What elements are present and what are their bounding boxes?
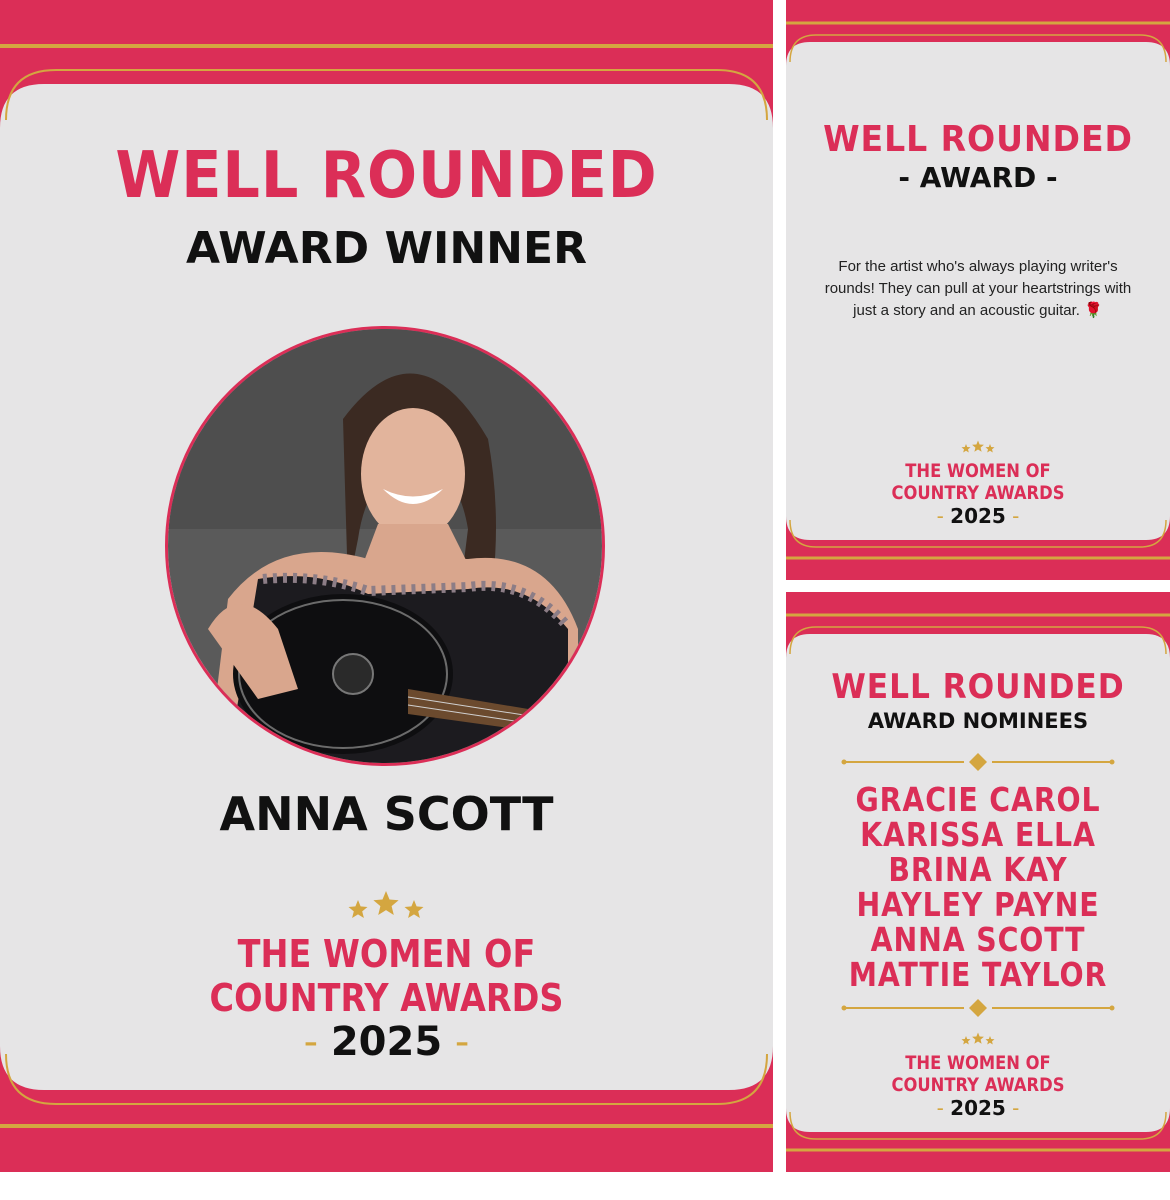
year-text: 2025 xyxy=(950,1096,1006,1120)
year-dash-right: - xyxy=(1005,504,1020,528)
awards-year xyxy=(786,504,1170,528)
awards-name-line1: THE WOMEN OF xyxy=(905,460,1051,482)
awards-name-line1: THE WOMEN OF xyxy=(237,932,536,976)
year-dash-right: - xyxy=(1005,1096,1020,1120)
award-subtitle: AWARD NOMINEES xyxy=(867,709,1089,733)
nominee-name: KARISSA ELLA xyxy=(860,815,1096,854)
award-title: WELL ROUNDED xyxy=(831,667,1125,707)
awards-year xyxy=(0,1018,773,1066)
star-icon xyxy=(960,1032,996,1046)
nominee-name: HAYLEY PAYNE xyxy=(856,885,1100,924)
winner-name: ANNA SCOTT xyxy=(219,787,554,841)
winner-photo-illustration xyxy=(168,329,602,763)
award-subtitle: - AWARD - xyxy=(898,161,1058,194)
winner-photo xyxy=(165,326,605,766)
nominee-list xyxy=(786,782,1170,992)
description-panel xyxy=(786,0,1170,580)
year-dash-left: - xyxy=(303,1019,331,1065)
nominee-name: ANNA SCOTT xyxy=(870,920,1086,959)
awards-name-line2: COUNTRY AWARDS xyxy=(891,1074,1065,1096)
diamond-divider-icon xyxy=(840,752,1116,772)
nominee-name: GRACIE CAROL xyxy=(855,780,1101,819)
star-icon xyxy=(960,440,996,454)
award-title: WELL ROUNDED xyxy=(823,119,1133,160)
award-subtitle: AWARD WINNER xyxy=(186,223,587,274)
awards-year xyxy=(786,1096,1170,1120)
awards-name-line1: THE WOMEN OF xyxy=(905,1052,1051,1074)
awards-name-line2: COUNTRY AWARDS xyxy=(891,482,1065,504)
awards-name-line2: COUNTRY AWARDS xyxy=(209,976,564,1020)
star-icon xyxy=(346,890,426,920)
year-dash-left: - xyxy=(936,1096,951,1120)
year-text: 2025 xyxy=(330,1019,443,1065)
nominee-name: MATTIE TAYLOR xyxy=(848,955,1108,994)
year-dash-left: - xyxy=(936,504,951,528)
nominee-name: BRINA KAY xyxy=(888,850,1068,889)
nominees-panel xyxy=(786,592,1170,1172)
diamond-divider-icon xyxy=(840,998,1116,1018)
year-dash-right: - xyxy=(442,1019,470,1065)
award-description: For the artist who's always playing writer's rounds! They can pull at your heartstrings with just a story and an acoustic guitar. 🌹 xyxy=(824,258,1132,319)
year-text: 2025 xyxy=(950,504,1006,528)
award-title: WELL ROUNDED xyxy=(115,139,658,213)
